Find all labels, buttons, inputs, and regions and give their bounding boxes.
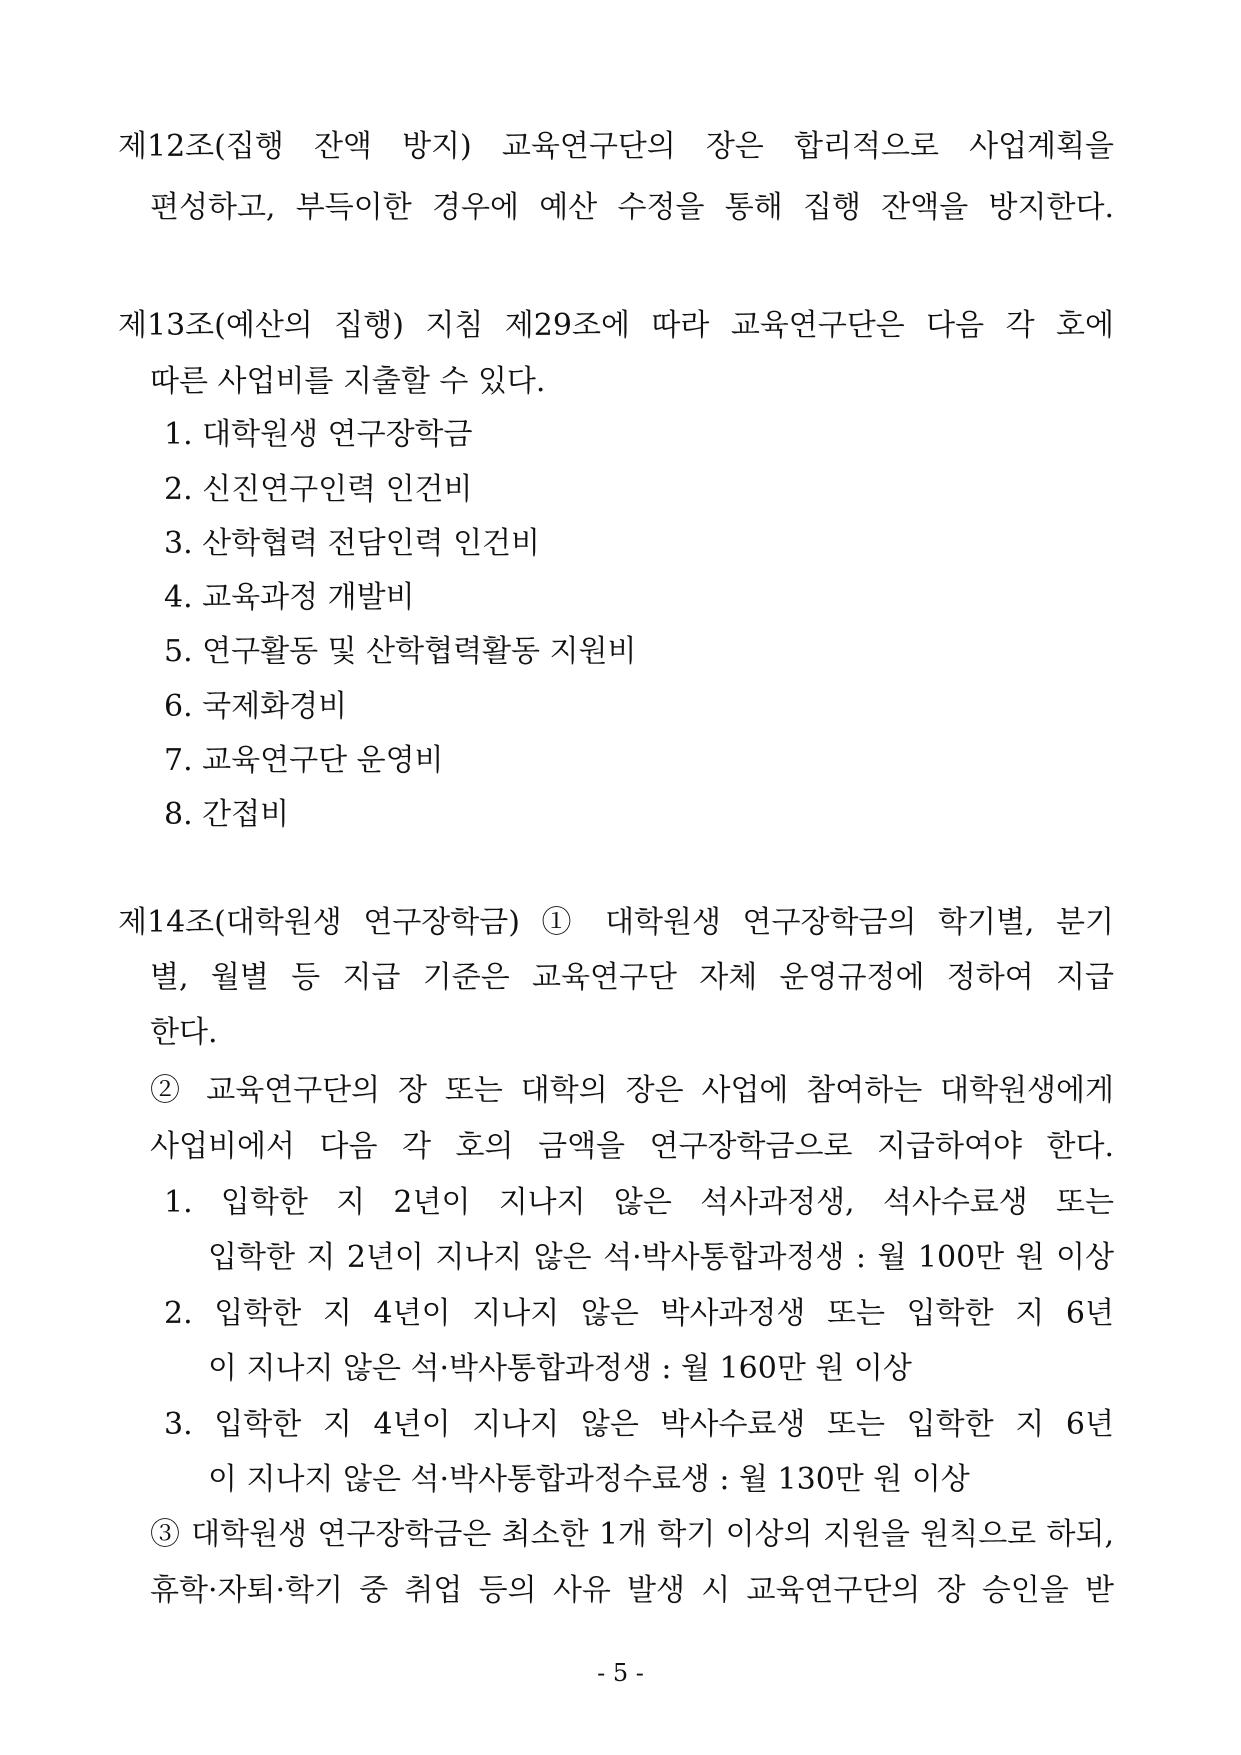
article-14-line-1: 제14조(대학원생 연구장학금) ① 대학원생 연구장학금의 학기별, 분기 (118, 905, 1114, 940)
article-14-item-2-line-1: 2. 입학한 지 4년이 지나지 않은 박사과정생 또는 입학한 지 6년 (164, 1296, 1114, 1331)
article-13-item-1: 1. 대학원생 연구장학금 (164, 417, 473, 452)
article-13-item-3: 3. 산학협력 전담인력 인건비 (164, 526, 541, 561)
article-12-line-1: 제12조(집행 잔액 방지) 교육연구단의 장은 합리적으로 사업계획을 (118, 129, 1114, 164)
article-14-paragraph-2-line-1: ② 교육연구단의 장 또는 대학의 장은 사업에 참여하는 대학원생에게 (150, 1073, 1114, 1108)
article-14-paragraph-2-line-2: 사업비에서 다음 각 호의 금액을 연구장학금으로 지급하여야 한다. (150, 1129, 1114, 1164)
article-14-item-1-line-1: 1. 입학한 지 2년이 지나지 않은 석사과정생, 석사수료생 또는 (164, 1185, 1114, 1220)
article-13-item-8: 8. 간접비 (164, 797, 290, 832)
article-13-item-7: 7. 교육연구단 운영비 (164, 743, 444, 778)
article-14-item-3-line-1: 3. 입학한 지 4년이 지나지 않은 박사수료생 또는 입학한 지 6년 (164, 1407, 1114, 1442)
article-14-line-2: 별, 월별 등 지급 기준은 교육연구단 자체 운영규정에 정하여 지급 (150, 960, 1114, 995)
article-14-paragraph-3-line-1: ③ 대학원생 연구장학금은 최소한 1개 학기 이상의 지원을 원칙으로 하되, (150, 1517, 1114, 1552)
article-13-item-6: 6. 국제화경비 (164, 689, 348, 724)
article-13-line-2: 따른 사업비를 지출할 수 있다. (150, 364, 546, 399)
article-14-item-2-line-2: 이 지나지 않은 석·박사통합과정생 : 월 160만 원 이상 (208, 1351, 912, 1386)
article-12-line-2: 편성하고, 부득이한 경우에 예산 수정을 통해 집행 잔액을 방지한다. (150, 190, 1114, 225)
article-14-item-1-line-2: 입학한 지 2년이 지나지 않은 석·박사통합과정생 : 월 100만 원 이상 (208, 1240, 1114, 1275)
article-14-line-3: 한다. (150, 1015, 218, 1050)
article-13-line-1: 제13조(예산의 집행) 지침 제29조에 따라 교육연구단은 다음 각 호에 (118, 308, 1114, 343)
article-14-item-3-line-2: 이 지나지 않은 석·박사통합과정수료생 : 월 130만 원 이상 (208, 1462, 970, 1497)
article-13-item-4: 4. 교육과정 개발비 (164, 580, 415, 615)
page-number: - 5 - (597, 1659, 644, 1687)
article-14-paragraph-3-line-2: 휴학·자퇴·학기 중 취업 등의 사유 발생 시 교육연구단의 장 승인을 받 (150, 1573, 1114, 1608)
article-13-item-5: 5. 연구활동 및 산학협력활동 지원비 (164, 634, 637, 669)
article-13-item-2: 2. 신진연구인력 인건비 (164, 472, 473, 507)
